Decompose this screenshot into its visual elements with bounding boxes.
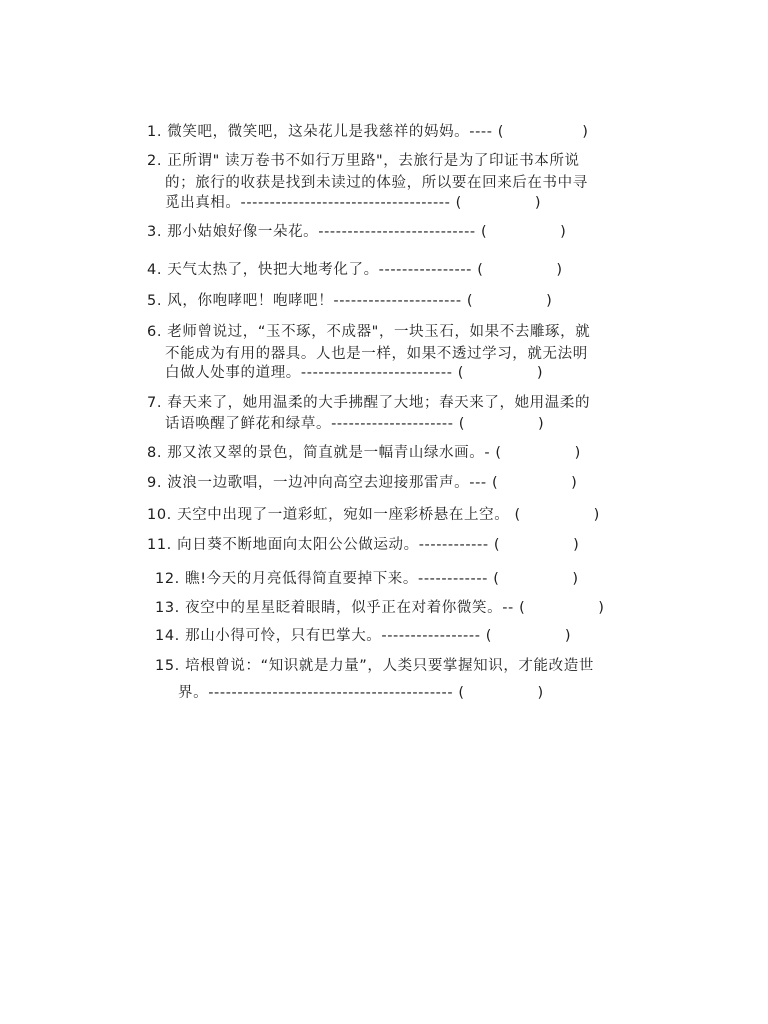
question-14 [155,626,635,646]
question-number: 10. [147,507,172,523]
question-text: 那山小得可怜，只有巴掌大。----------------- ( ) [185,628,572,644]
question-number: 3. [147,224,163,240]
question-number: 11. [147,537,172,553]
question-11 [147,535,657,555]
question-text: 的；旅行的收获是找到未读过的体验，所以要在回来后在书中寻 [165,175,588,191]
question-number: 12. [155,571,180,587]
question-12 [155,569,635,589]
question-8 [147,443,657,463]
question-2-continuation [165,173,655,193]
question-text: 天气太热了，快把大地考化了。---------------- ( ) [167,262,563,278]
question-number: 9. [147,475,163,491]
question-number: 8. [147,445,163,461]
question-number: 13. [155,600,180,616]
question-text: 话语唤醒了鲜花和绿草。--------------------- ( ) [165,416,545,432]
question-text: 春天来了，她用温柔的大手拂醒了大地；春天来了，她用温柔的 [167,395,591,411]
question-6-continuation [165,363,655,383]
question-15-continuation [178,683,630,703]
question-text: 夜空中的星星眨着眼睛，似乎正在对着你微笑。-- ( ) [185,600,605,616]
question-text: 向日葵不断地面向太阳公公做运动。------------ ( ) [177,537,580,553]
question-6-continuation [165,344,655,364]
question-text: 那小姑娘好像一朵花。--------------------------- ( ) [167,224,567,240]
question-number: 1. [147,124,163,140]
question-text: 白做人处事的道理。-------------------------- ( ) [165,365,544,381]
question-6 [147,322,652,342]
question-7-continuation [165,414,660,434]
question-4 [147,260,652,280]
question-number: 14. [155,628,180,644]
question-2-continuation [165,193,655,213]
question-10 [147,505,662,525]
question-number: 4. [147,262,163,278]
question-text: 老师曾说过，“玉不琢，不成器"，一块玉石，如果不去雕琢，就 [167,324,591,340]
question-text: 风，你咆哮吧！咆哮吧！---------------------- ( ) [167,293,553,309]
question-text: 正所谓" 读万卷书不如行万里路"，去旅行是为了印证书本所说 [167,153,580,169]
question-3 [147,222,647,242]
question-text: 觅出真相。------------------------------------ ( ) [165,195,542,211]
question-text: 那又浓又翠的景色，简直就是一幅青山绿水画。- ( ) [167,445,581,461]
question-text: 界。------------------------------------------ ( ) [178,685,544,701]
question-number: 2. [147,153,163,169]
question-1 [147,122,647,142]
question-2 [147,151,647,171]
question-9 [147,473,662,493]
question-13 [155,598,630,618]
question-text: 不能成为有用的器具。人也是一样，如果不透过学习，就无法明 [165,346,588,362]
question-number: 15. [155,658,180,674]
question-number: 6. [147,324,163,340]
question-number: 5. [147,293,163,309]
question-text: 天空中出现了一道彩虹，宛如一座彩桥悬在上空。 ( ) [177,507,600,523]
question-text: 波浪一边歌唱，一边冲向高空去迎接那雷声。--- ( ) [167,475,578,491]
question-text: 瞧!今天的月亮低得简直要掉下来。------------ ( ) [185,571,579,587]
question-15 [155,656,630,676]
question-text: 培根曾说：“知识就是力量”，人类只要掌握知识，才能改造世 [185,658,594,674]
question-5 [147,291,652,311]
question-text: 微笑吧，微笑吧，这朵花儿是我慈祥的妈妈。---- ( ) [167,124,589,140]
question-7 [147,393,657,413]
question-number: 7. [147,395,163,411]
